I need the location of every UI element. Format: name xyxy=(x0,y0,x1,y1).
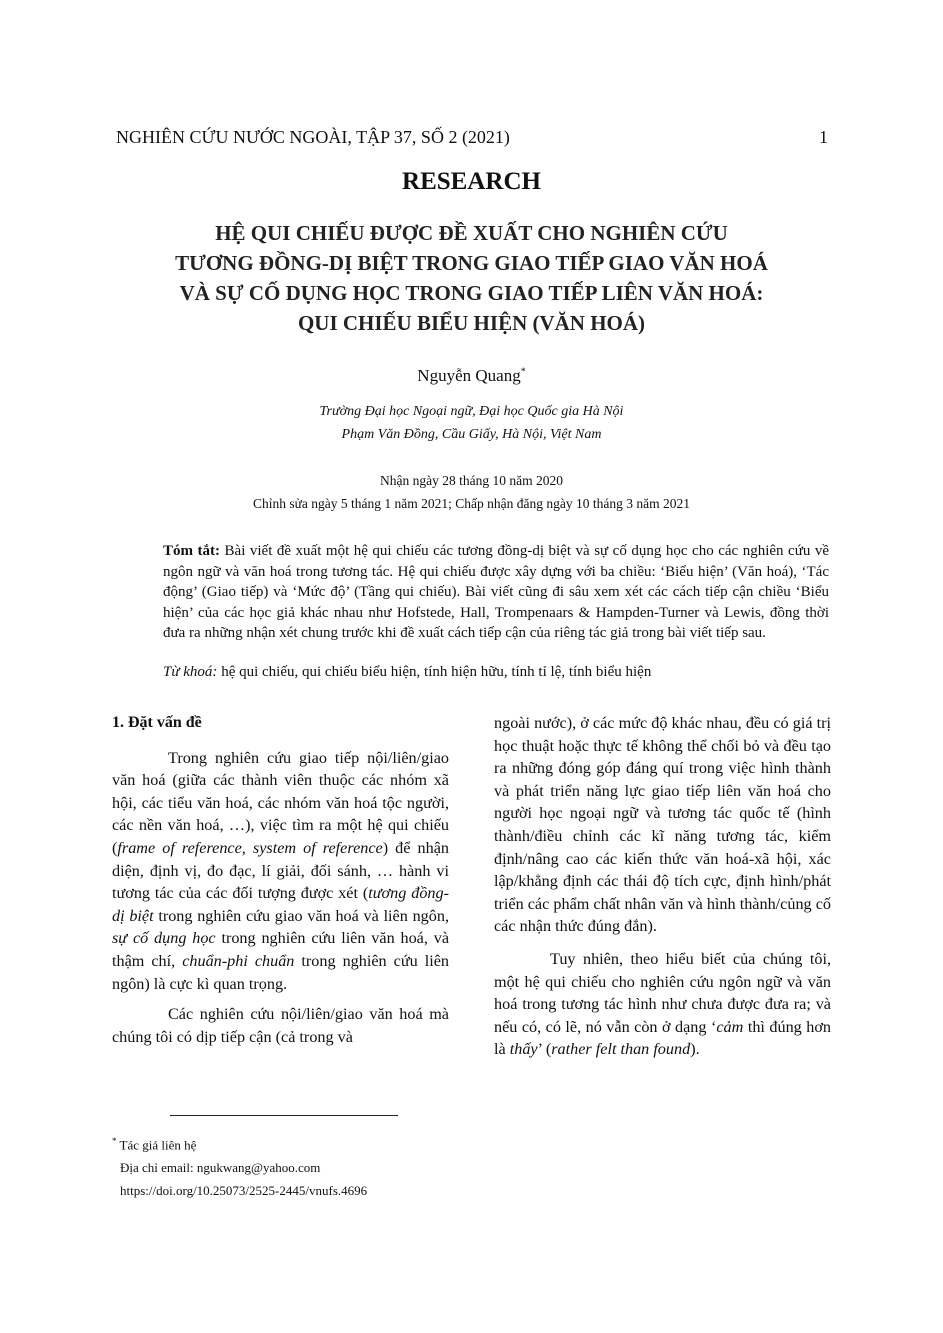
revised-date: Chỉnh sửa ngày 5 tháng 1 năm 2021; Chấp nhận đăng ngày 10 tháng 3 năm 2021 xyxy=(252,496,690,511)
footnote-contact: * Tác giả liên hệ xyxy=(112,1136,197,1153)
title-line: VÀ SỰ CỐ DỤNG HỌC TRONG GIAO TIẾP LIÊN VĂN HOÁ: xyxy=(179,281,764,305)
footnote-doi[interactable]: https://doi.org/10.25073/2525-2445/vnufs.4696 xyxy=(120,1183,368,1199)
author-name: Nguyễn Quang xyxy=(417,366,521,385)
author xyxy=(0,366,943,386)
paragraph: Tuy nhiên, theo hiểu biết của chúng tôi, một hệ qui chiếu cho nghiên cứu ngôn ngữ và văn hoá trong tương tác hình như chưa được đưa ra; và nếu có, có lẽ, nó vẫn còn ở dạng ‘cảm thì đúng hơn là thấy’ (rather felt than found). xyxy=(494,949,831,1059)
affiliation-line: Trường Đại học Ngoại ngữ, Đại học Quốc gia Hà Nội xyxy=(319,404,624,419)
title-line: HỆ QUI CHIẾU ĐƯỢC ĐỀ XUẤT CHO NGHIÊN CỨU xyxy=(215,221,728,245)
footnote xyxy=(112,1130,612,1202)
keywords-text: hệ qui chiếu, qui chiếu biểu hiện, tính hiện hữu, tính tỉ lệ, tính biểu hiện xyxy=(217,664,652,680)
footnote-email: Địa chỉ email: ngukwang@yahoo.com xyxy=(120,1160,321,1176)
affiliation-line: Phạm Văn Đồng, Cầu Giấy, Hà Nội, Việt Nam xyxy=(341,427,602,442)
title-line: TƯƠNG ĐỒNG-DỊ BIỆT TRONG GIAO TIẾP GIAO VĂN HOÁ xyxy=(175,251,768,275)
section-label: RESEARCH xyxy=(402,168,541,195)
received-date: Nhận ngày 28 tháng 10 năm 2020 xyxy=(380,473,563,488)
keywords xyxy=(163,664,829,681)
keywords-label: Từ khoá: xyxy=(163,664,218,680)
abstract-label: Tóm tắt: xyxy=(163,543,221,559)
footnote-divider xyxy=(170,1115,398,1116)
affiliation xyxy=(0,400,943,446)
article-title xyxy=(110,218,833,338)
abstract-text: Bài viết đề xuất một hệ qui chiếu các tương đồng-dị biệt và sự cố dụng học cho các nghiên cứu về ngôn ngữ và văn hoá trong tương tác. Hệ qui chiếu được xây dựng với ba chiều: ‘Biểu hiện’ (Văn hoá), ‘Tác động’ (Giao tiếp) và ‘Mức độ’ (Tầng qui chiếu). Bài viết cũng đi sâu xem xét các cách tiếp cận chiều ‘Biểu hiện’ của các học giả khác nhau như Hofstede, Hall, Trompenaars & Hampden-Turner và Lewis, đồng thời đưa ra những nhận xét chung trước khi đề xuất cách tiếp cận của riêng tác giả trong bài viết tiếp sau. xyxy=(163,543,829,642)
author-mark: * xyxy=(520,366,526,378)
page-number: 1 xyxy=(819,127,828,147)
abstract xyxy=(163,541,829,644)
paragraph: Các nghiên cứu nội/liên/giao văn hoá mà chúng tôi có dịp tiếp cận (cả trong và xyxy=(112,1005,449,1046)
left-column xyxy=(112,712,449,1048)
dates xyxy=(0,469,943,515)
journal-name: NGHIÊN CỨU NƯỚC NGOÀI, TẬP 37, SỐ 2 (2021) xyxy=(116,127,510,147)
paragraph-continuation: ngoài nước), ở các mức độ khác nhau, đều có giá trị học thuật hoặc thực tế không thể chối bỏ và đều tạo ra những đóng góp đáng quí trong việc hình thành và phát triển năng lực giao tiếp liên văn hoá cho người học ngoại ngữ và tương tác quốc tế (hình thành/điều chỉnh các kĩ năng tương tác, kiểm định/nâng cao các kiến thức văn hoá-xã hội, xác lập/khẳng định các thái độ tích cực, định hình/phát triển các phẩm chất nhân văn và hình thành/củng cố các nhận thức đúng đắn). xyxy=(494,714,831,936)
paragraph: Trong nghiên cứu giao tiếp nội/liên/giao văn hoá (giữa các thành viên thuộc các nhóm xã hội, các tiểu văn hoá, các nhóm văn hoá tộc người, các nền văn hoá, …), việc tìm ra một hệ qui chiếu (frame of reference, system of reference) để nhận diện, định vị, đo đạc, lí giải, đối sánh, … hành vi tương tác của các đối tượng được xét (tương đồng-dị biệt trong nghiên cứu giao văn hoá và liên ngôn, sự cố dụng học trong nghiên cứu liên văn hoá, và thậm chí, chuẩn-phi chuẩn trong nghiên cứu liên ngôn) là cực kì quan trọng. xyxy=(112,748,449,993)
running-header xyxy=(116,127,828,148)
section-heading: 1. Đặt vấn đề xyxy=(112,714,202,731)
right-column xyxy=(494,712,831,1061)
title-line: QUI CHIẾU BIỂU HIỆN (VĂN HOÁ) xyxy=(297,311,646,335)
